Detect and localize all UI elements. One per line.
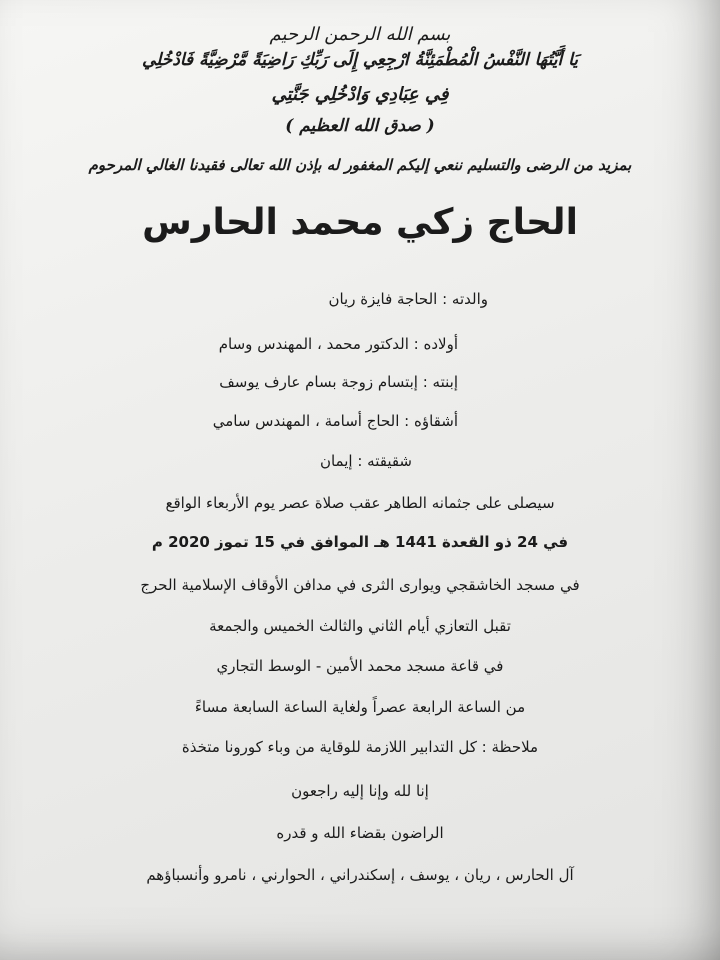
family-sons: أولاده : الدكتور محمد ، المهندس وسام (218, 335, 458, 353)
condolence-days: تقبل التعازي أيام الثاني والثالث الخميس والجمعة (209, 617, 511, 635)
closing-verse: إنا لله وإنا إليه راجعون (291, 782, 429, 800)
condolence-place: في قاعة مسجد محمد الأمين - الوسط التجاري (216, 657, 504, 675)
basmala: بسم الله الرحمن الرحيم (269, 24, 451, 45)
deceased-name: الحاج زكي محمد الحارس (142, 202, 578, 243)
covid-note: ملاحظة : كل التدابير اللازمة للوقاية من وباء كورونا متخذة (181, 738, 539, 756)
funeral-mosque: في مسجد الخاشقجي ويوارى الثرى في مدافن الأوقاف الإسلامية الحرج (140, 576, 580, 594)
family-brothers: أشقاؤه : الحاج أسامة ، المهندس سامي (212, 412, 458, 430)
bereaved-families: آل الحارس ، ريان ، يوسف ، إسكندراني ، الحوارني ، نامرو وأنسباؤهم (146, 866, 574, 884)
family-daughter: إبنته : إبتسام زوجة بسام عارف يوسف (219, 373, 458, 391)
quran-verse-line-1: يَا أَيَّتُهَا النَّفْسُ الْمُطْمَئِنَّةُ ارْجِعِي إِلَى رَبِّكِ رَاضِيَةً مَّرْضِيَّةً فَادْخُلِي (141, 50, 579, 70)
verse-closing: ( صدق الله العظيم ) (285, 116, 435, 136)
quran-verse-line-2: فِي عِبَادِي وَادْخُلِي جَنَّتِي (271, 84, 449, 105)
announcement-text: بمزيد من الرضى والتسليم ننعي إليكم المغفور له بإذن الله تعالى فقيدنا الغالي المرحوم (88, 156, 632, 174)
funeral-prayer: سيصلى على جثمانه الطاهر عقب صلاة عصر يوم الأربعاء الواقع (165, 494, 555, 512)
funeral-date: في 24 ذو القعدة 1441 هـ الموافق في 15 تموز 2020 م (151, 533, 569, 551)
family-sister: شقيقته : إيمان (319, 452, 412, 470)
closing-acceptance: الراضون بقضاء الله و قدره (276, 824, 444, 842)
condolence-hours: من الساعة الرابعة عصراً ولغاية الساعة السابعة مساءً (194, 698, 526, 716)
family-mother: والدته : الحاجة فايزة ريان (328, 290, 488, 308)
